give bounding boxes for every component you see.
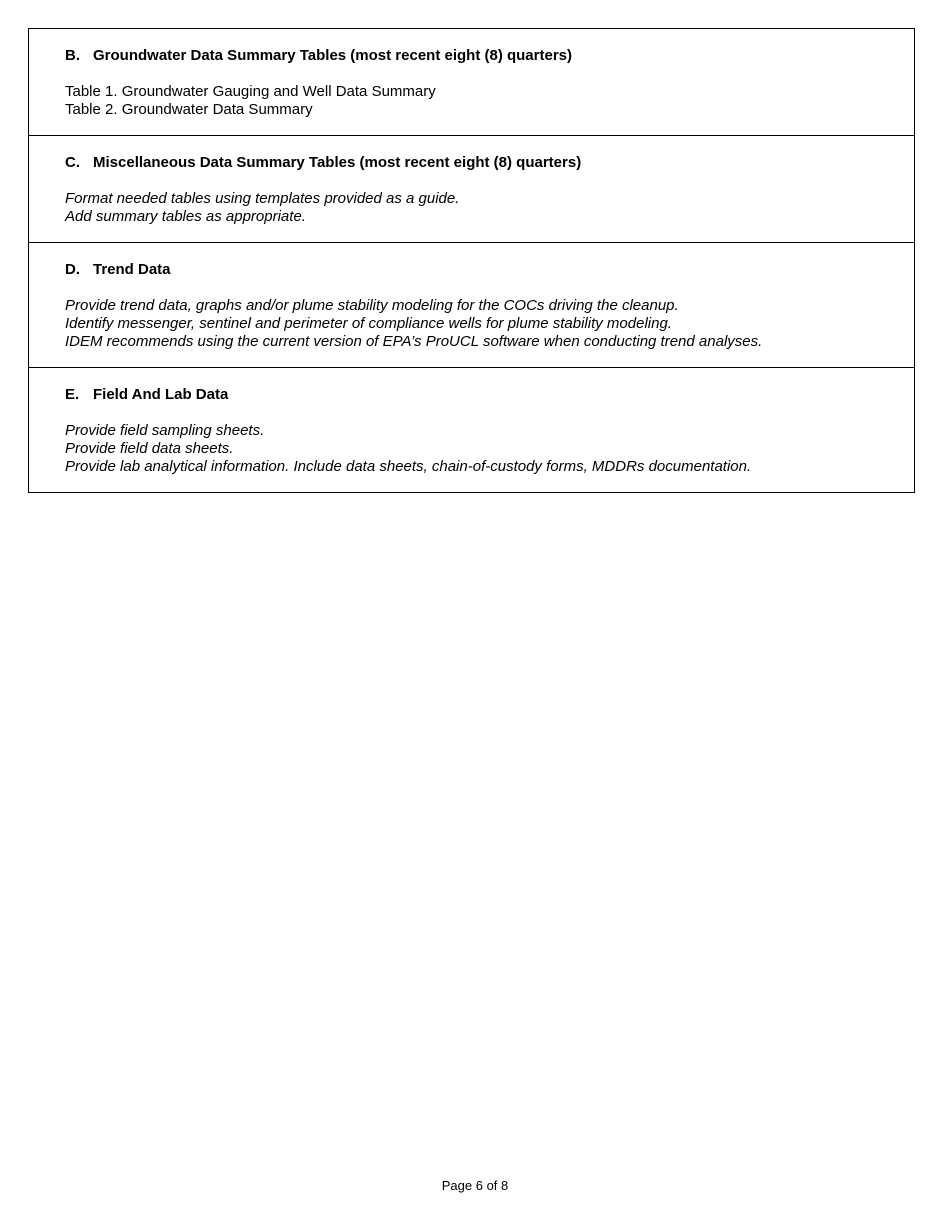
section-line: Identify messenger, sentinel and perimeter of compliance wells for plume stability modeling. xyxy=(65,315,672,332)
section-line: Table 2. Groundwater Data Summary xyxy=(65,101,313,118)
section-letter: B. xyxy=(65,47,80,64)
section-line: Provide field sampling sheets. xyxy=(65,422,265,439)
section-heading xyxy=(65,154,894,172)
section-heading xyxy=(65,261,894,279)
section-title: Field And Lab Data xyxy=(93,386,229,403)
page-number-footer: Page 6 of 8 xyxy=(441,1178,509,1193)
section-b-groundwater-tables xyxy=(29,29,914,135)
section-line: Provide trend data, graphs and/or plume stability modeling for the COCs driving the cleanup. xyxy=(65,297,679,314)
section-d-trend-data xyxy=(29,242,914,367)
section-title: Groundwater Data Summary Tables (most recent eight (8) quarters) xyxy=(93,47,572,64)
section-heading xyxy=(65,386,894,404)
section-body xyxy=(65,422,894,476)
section-letter: D. xyxy=(65,261,80,278)
section-line: IDEM recommends using the current version of EPA’s ProUCL software when conducting trend analyses. xyxy=(65,333,763,350)
section-letter: E. xyxy=(65,386,80,403)
section-line: Add summary tables as appropriate. xyxy=(65,208,306,225)
section-line: Provide lab analytical information. Include data sheets, chain-of-custody forms, MDDRs documentation. xyxy=(65,458,752,475)
section-line: Table 1. Groundwater Gauging and Well Data Summary xyxy=(65,83,436,100)
section-c-miscellaneous-tables xyxy=(29,135,914,242)
document-sections-box xyxy=(28,28,915,493)
section-line: Provide field data sheets. xyxy=(65,440,234,457)
section-line: Format needed tables using templates provided as a guide. xyxy=(65,190,460,207)
section-letter: C. xyxy=(65,154,80,171)
section-title: Trend Data xyxy=(93,261,171,278)
section-body xyxy=(65,297,894,351)
section-body xyxy=(65,83,894,119)
section-e-field-and-lab-data xyxy=(29,367,914,492)
section-title: Miscellaneous Data Summary Tables (most recent eight (8) quarters) xyxy=(93,154,582,171)
section-heading xyxy=(65,47,894,65)
section-body xyxy=(65,190,894,226)
